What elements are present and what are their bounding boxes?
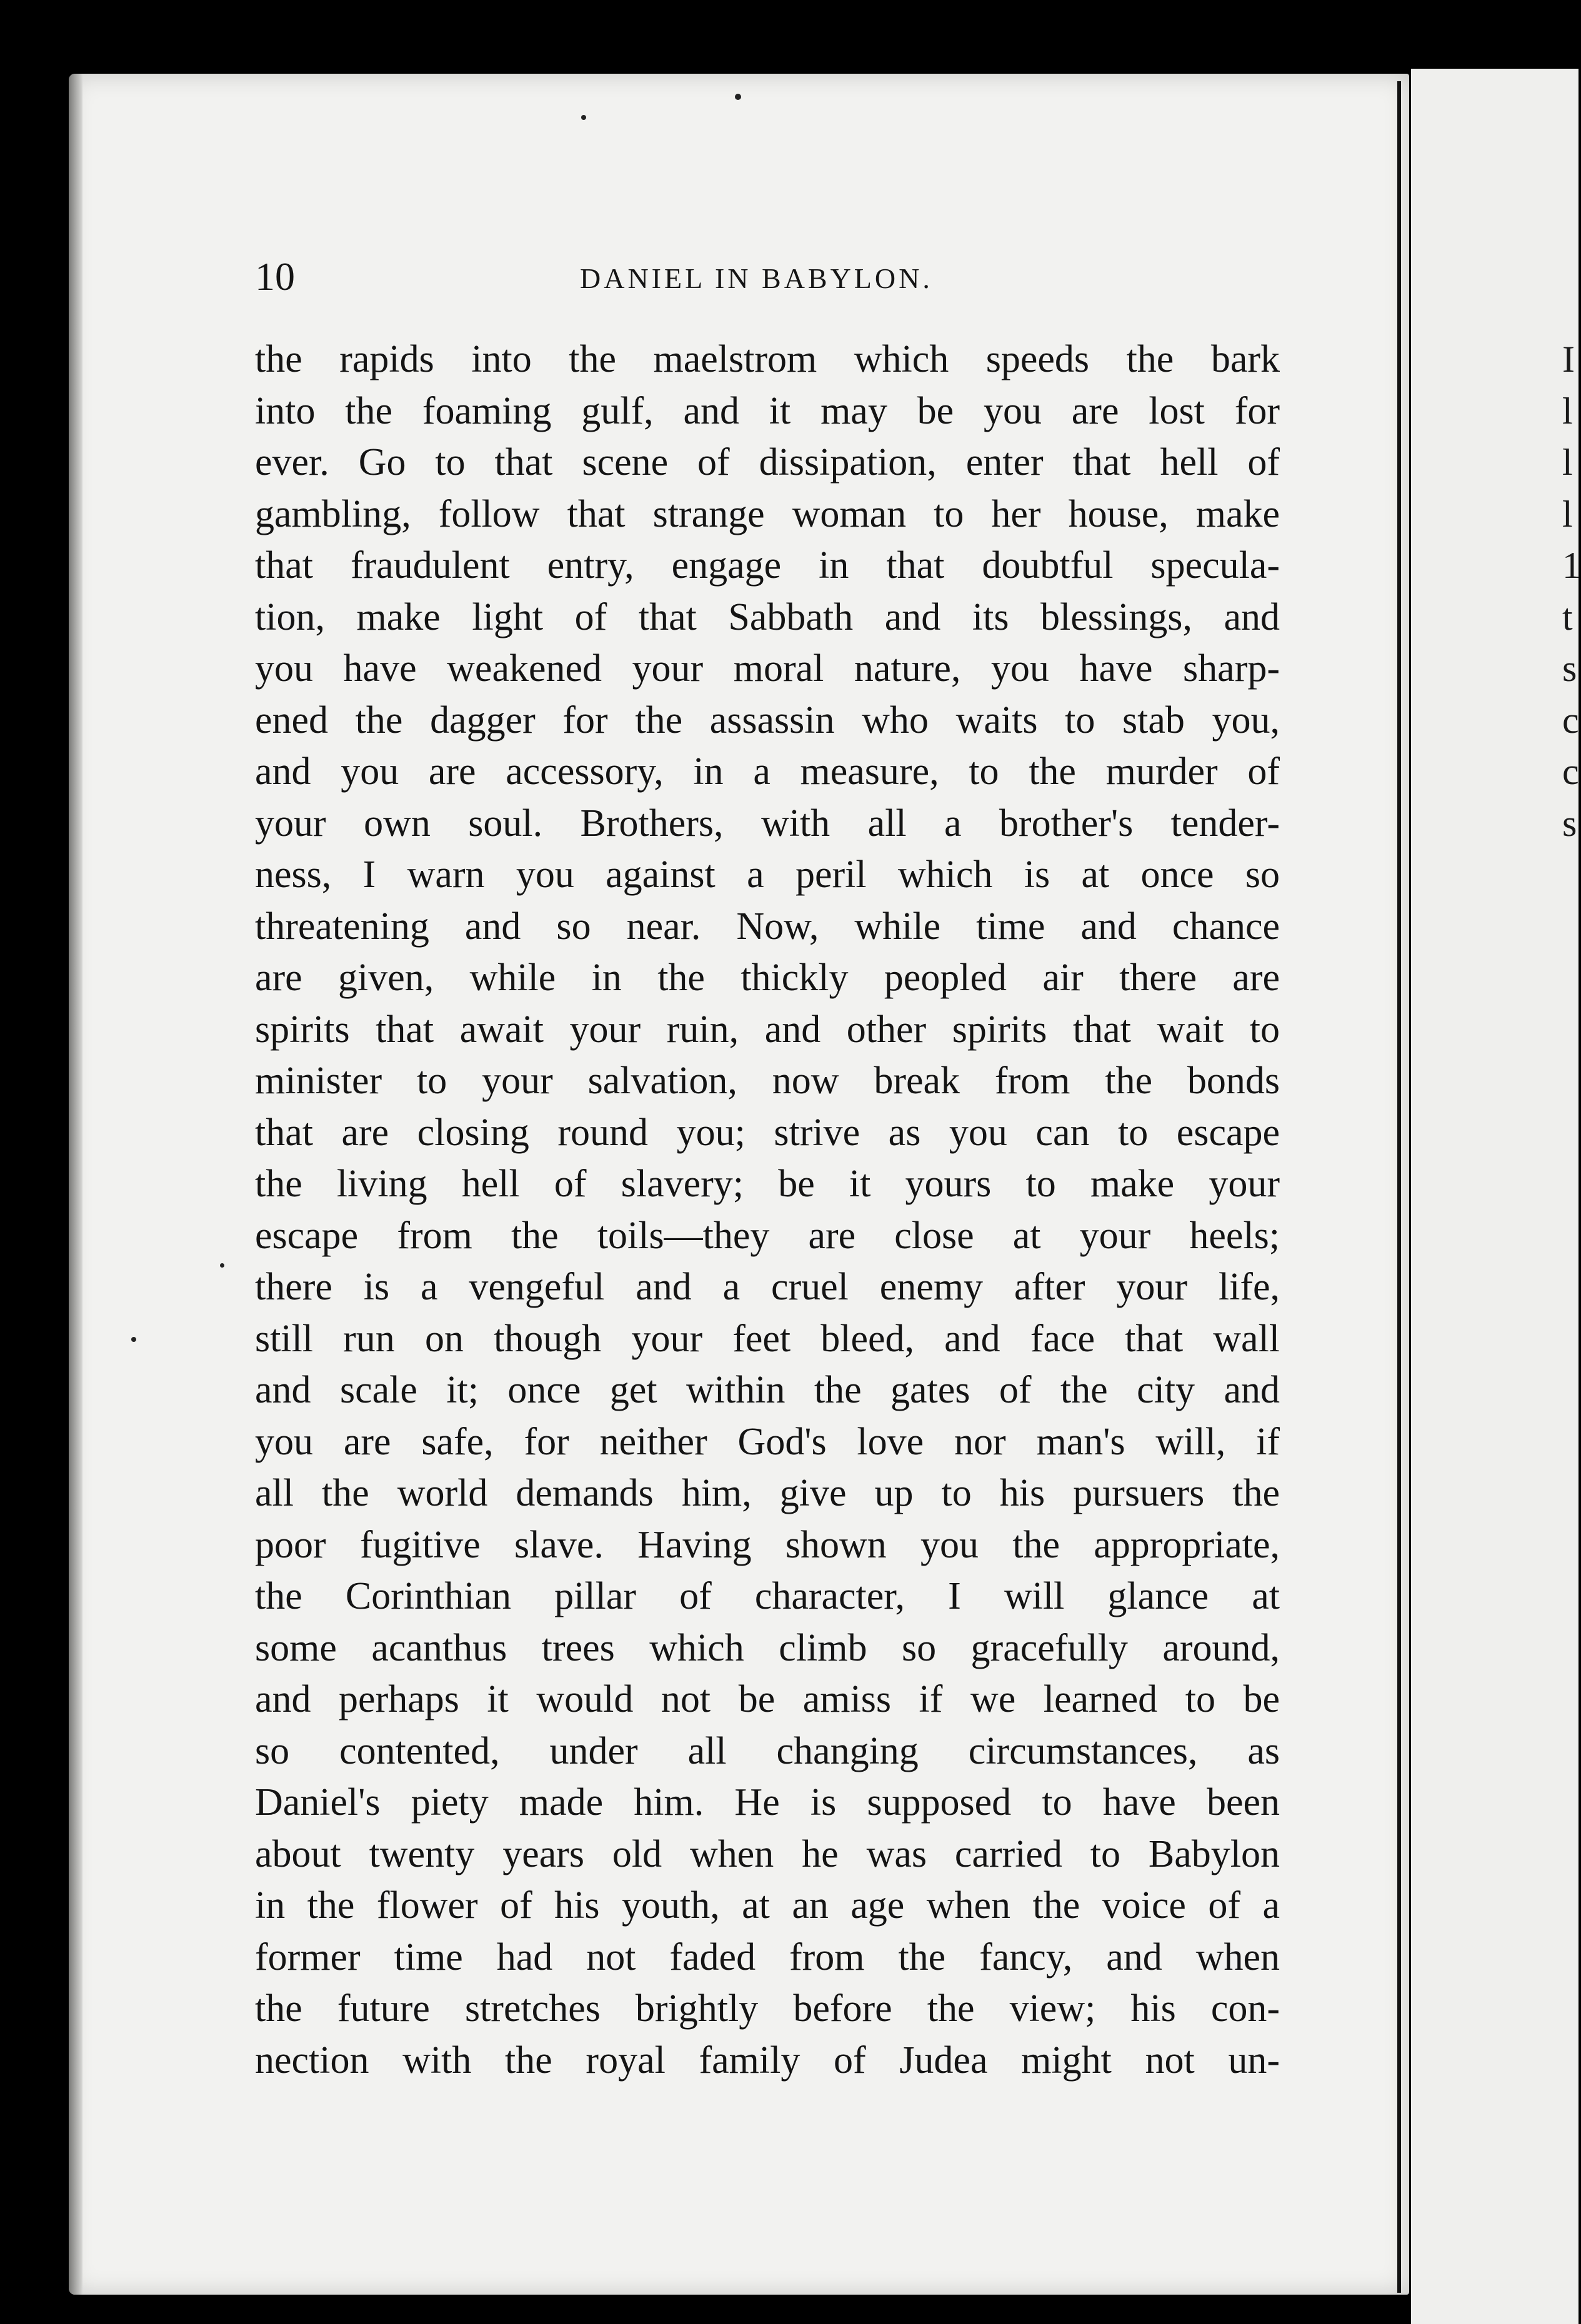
- margin-glyph: l: [1562, 442, 1573, 483]
- margin-glyph: c: [1562, 699, 1579, 741]
- margin-glyph: t: [1562, 596, 1573, 638]
- text-line: in the flower of his youth, at an age when the voice of a: [255, 1884, 1280, 1927]
- text-line: poor fugitive slave. Having shown you the appropriate,: [255, 1523, 1280, 1566]
- text-line: ever. Go to that scene of dissipation, enter that hell of: [255, 441, 1280, 484]
- body-text: [255, 334, 1280, 2086]
- text-line: your own soul. Brothers, with all a brother's tender-: [255, 802, 1280, 845]
- running-head: [255, 255, 1280, 299]
- gutter-line: [1397, 81, 1401, 2293]
- text-line: are given, while in the thickly peopled air there are: [255, 956, 1280, 999]
- text-line: tion, make light of that Sabbath and its blessings, and: [255, 595, 1280, 638]
- text-line: that fraudulent entry, engage in that doubtful specula-: [255, 544, 1280, 587]
- text-line: spirits that await your ruin, and other spirits that wait to: [255, 1008, 1280, 1051]
- text-line: gambling, follow that strange woman to her house, make: [255, 492, 1280, 535]
- text-line: the future stretches brightly before the view; his con-: [255, 1987, 1280, 2030]
- margin-glyph: s: [1562, 648, 1577, 689]
- text-line: ened the dagger for the assassin who waits to stab you,: [255, 698, 1280, 742]
- text-line: escape from the toils—they are close at your heels;: [255, 1214, 1280, 1257]
- ink-speck: [735, 94, 741, 100]
- facing-page-edge: [1411, 69, 1579, 2324]
- text-line: that are closing round you; strive as you can to escape: [255, 1111, 1280, 1154]
- margin-glyph: 1: [1562, 545, 1581, 586]
- page-edge-shadow: [69, 74, 82, 2295]
- text-line: the Corinthian pillar of character, I will glance at: [255, 1575, 1280, 1617]
- ink-speck: [220, 1263, 224, 1268]
- margin-glyph: c: [1562, 751, 1579, 792]
- text-line: into the foaming gulf, and it may be you are lost for: [255, 389, 1280, 432]
- text-line: some acanthus trees which climb so gracefully around,: [255, 1626, 1280, 1669]
- text-line: and you are accessory, in a measure, to the murder of: [255, 750, 1280, 793]
- text-line: the living hell of slavery; be it yours to make your: [255, 1163, 1280, 1205]
- margin-glyph: s: [1562, 802, 1577, 844]
- margin-glyph: I: [1562, 339, 1575, 380]
- text-line: you have weakened your moral nature, you have sharp-: [255, 647, 1280, 690]
- text-line: all the world demands him, give up to his pursuers the: [255, 1472, 1280, 1514]
- text-line: the rapids into the maelstrom which speeds the bark: [255, 338, 1280, 380]
- ink-speck: [131, 1337, 136, 1342]
- text-line: nection with the royal family of Judea might not un-: [255, 2038, 1280, 2082]
- text-line: Daniel's piety made him. He is supposed to have been: [255, 1781, 1280, 1824]
- text-line: minister to your salvation, now break from the bonds: [255, 1060, 1280, 1102]
- text-line: and scale it; once get within the gates of the city and: [255, 1369, 1280, 1411]
- text-line: former time had not faded from the fancy, and when: [255, 1935, 1280, 1979]
- facing-page-margin-text: [1562, 334, 1579, 849]
- ink-speck: [581, 115, 586, 120]
- text-line: ness, I warn you against a peril which is at once so: [255, 853, 1280, 896]
- margin-glyph: l: [1562, 493, 1573, 535]
- text-line: there is a vengeful and a cruel enemy after your life,: [255, 1266, 1280, 1308]
- text-line: and perhaps it would not be amiss if we learned to be: [255, 1678, 1280, 1721]
- margin-glyph: l: [1562, 390, 1573, 432]
- text-line: you are safe, for neither God's love nor man's will, if: [255, 1420, 1280, 1463]
- text-line: threatening and so near. Now, while time and chance: [255, 905, 1280, 948]
- page-number: 10: [255, 254, 295, 299]
- running-title: DANIEL IN BABYLON.: [580, 262, 933, 294]
- text-line: so contented, under all changing circumstances, as: [255, 1729, 1280, 1772]
- text-line: about twenty years old when he was carried to Babylon: [255, 1832, 1280, 1875]
- text-line: still run on though your feet bleed, and face that wall: [255, 1317, 1280, 1360]
